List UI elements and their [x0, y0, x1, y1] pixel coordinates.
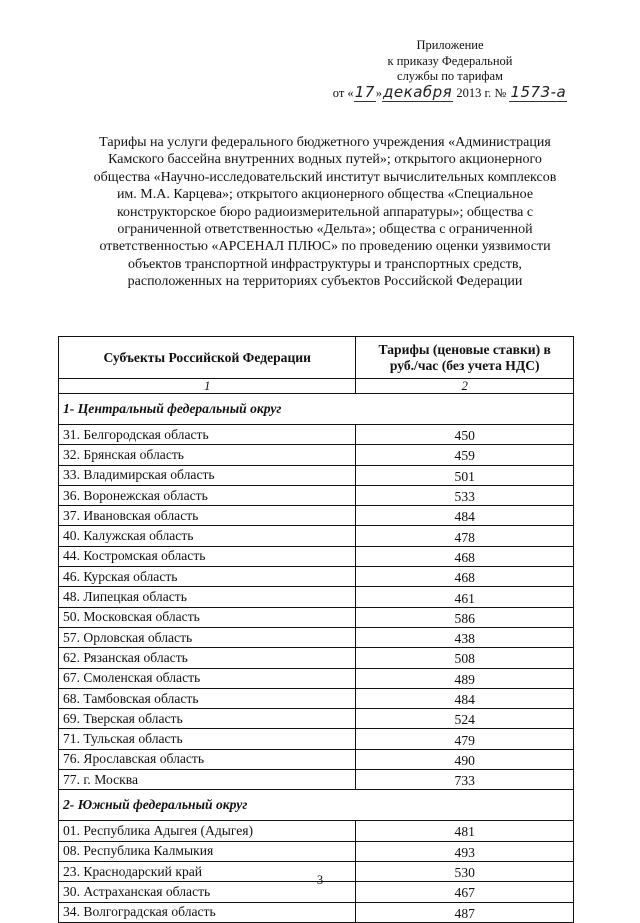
region-name: 50. Московская область	[59, 607, 356, 627]
tariff-value: 508	[356, 648, 574, 668]
appendix-line-2: к приказу Федеральной	[387, 53, 513, 68]
table-row	[59, 627, 574, 647]
page-number: 3	[316, 873, 324, 887]
table-row	[59, 546, 574, 566]
region-name: 33. Владимирская область	[59, 465, 356, 485]
tariff-value: 438	[356, 627, 574, 647]
order-date-line	[330, 82, 570, 102]
table-row	[59, 770, 574, 790]
table-row	[59, 425, 574, 445]
column-number-row	[59, 379, 574, 394]
tariff-value: 586	[356, 607, 574, 627]
tariff-value: 479	[356, 729, 574, 749]
region-name: 68. Тамбовская область	[59, 688, 356, 708]
table-row	[59, 749, 574, 769]
region-name: 44. Костромская область	[59, 546, 356, 566]
tariff-value: 468	[356, 546, 574, 566]
region-name: 23. Краснодарский край	[59, 861, 356, 881]
document-title	[60, 134, 590, 291]
title-line: общества «Научно-исследовательский институт вычислительных комплексов	[93, 169, 557, 185]
table-row	[59, 709, 574, 729]
region-name: 48. Липецкая область	[59, 587, 356, 607]
title-line: объектов транспортной инфраструктуры и транспортных средств,	[128, 256, 522, 272]
order-number: 1573-а	[510, 82, 567, 101]
tariff-value: 490	[356, 749, 574, 769]
title-line: Камского бассейна внутренних водных путей»; открытого акционерного	[108, 152, 542, 168]
header-tariffs	[356, 337, 574, 379]
tariff-value: 484	[356, 506, 574, 526]
region-name: 46. Курская область	[59, 567, 356, 587]
table-row	[59, 526, 574, 546]
tariff-value: 487	[356, 902, 574, 922]
region-name: 36. Воронежская область	[59, 485, 356, 505]
title-line: конструкторское бюро радиоизмерительной аппаратуры»; общества с	[116, 204, 534, 220]
title-line: расположенных на территориях субъектов Российской Федерации	[127, 274, 523, 290]
tariff-value: 530	[356, 861, 574, 881]
tariff-value: 501	[356, 465, 574, 485]
table-row	[59, 729, 574, 749]
tariff-value: 484	[356, 688, 574, 708]
tariff-value: 481	[356, 821, 574, 841]
date-mid: »	[375, 85, 383, 100]
table-body	[59, 394, 574, 923]
table-row	[59, 567, 574, 587]
tariff-value: 533	[356, 485, 574, 505]
region-name: 77. г. Москва	[59, 770, 356, 790]
tariff-value: 493	[356, 841, 574, 861]
table-row	[59, 821, 574, 841]
date-prefix: от «	[332, 85, 354, 100]
region-name: 40. Калужская область	[59, 526, 356, 546]
region-name: 01. Республика Адыгея (Адыгея)	[59, 821, 356, 841]
appendix-header	[330, 38, 570, 101]
region-name: 08. Республика Калмыкия	[59, 841, 356, 861]
region-name: 34. Волгоградская область	[59, 902, 356, 922]
district-name: 2- Южный федеральный округ	[59, 790, 574, 821]
table-header-row	[59, 337, 574, 379]
table-row	[59, 587, 574, 607]
region-name: 31. Белгородская область	[59, 425, 356, 445]
tariff-value: 468	[356, 567, 574, 587]
table-row	[59, 902, 574, 922]
tariff-value: 459	[356, 445, 574, 465]
tariff-value: 450	[356, 425, 574, 445]
region-name: 57. Орловская область	[59, 627, 356, 647]
region-name: 71. Тульская область	[59, 729, 356, 749]
title-line: им. М.А. Карцева»; открытого акционерного общества «Специальное	[116, 187, 534, 203]
title-line: ограниченной ответственностью «Дельта»; общества с ограниченной	[117, 222, 533, 238]
tariff-value: 733	[356, 770, 574, 790]
header-regions: Субъекты Российской Федерации	[59, 337, 356, 379]
district-row	[59, 790, 574, 821]
region-name: 37. Ивановская область	[59, 506, 356, 526]
order-year: 2013 г. №	[456, 85, 507, 100]
table-row	[59, 607, 574, 627]
table-row	[59, 445, 574, 465]
column-number-2: 2	[356, 379, 574, 394]
order-day: 17	[354, 82, 375, 101]
appendix-line-3: службы по тарифам	[397, 69, 503, 83]
tariff-value: 478	[356, 526, 574, 546]
table-row	[59, 841, 574, 861]
tariff-value: 461	[356, 587, 574, 607]
header-tariffs-line-1: Тарифы (ценовые ставки) в	[378, 341, 551, 357]
column-number-1: 1	[59, 379, 356, 394]
title-line: ответственностью «АРСЕНАЛ ПЛЮС» по проведению оценки уязвимости	[99, 239, 551, 255]
region-name: 67. Смоленская область	[59, 668, 356, 688]
region-name: 30. Астраханская область	[59, 882, 356, 902]
title-line: Тарифы на услуги федерального бюджетного учреждения «Администрация	[99, 135, 551, 150]
district-row	[59, 394, 574, 425]
region-name: 69. Тверская область	[59, 709, 356, 729]
region-name: 62. Рязанская область	[59, 648, 356, 668]
tariff-value: 467	[356, 882, 574, 902]
appendix-line-1: Приложение	[416, 38, 484, 52]
tariff-value: 524	[356, 709, 574, 729]
tariff-value: 489	[356, 668, 574, 688]
table-row	[59, 648, 574, 668]
region-name: 76. Ярославская область	[59, 749, 356, 769]
table-row	[59, 688, 574, 708]
district-name: 1- Центральный федеральный округ	[59, 394, 574, 425]
tariff-table	[58, 336, 574, 923]
header-tariffs-line-2: руб./час (без учета НДС)	[389, 357, 540, 373]
region-name: 32. Брянская область	[59, 445, 356, 465]
table-row	[59, 465, 574, 485]
order-month: декабря	[383, 82, 453, 101]
table-row	[59, 668, 574, 688]
table-row	[59, 485, 574, 505]
table-row	[59, 506, 574, 526]
